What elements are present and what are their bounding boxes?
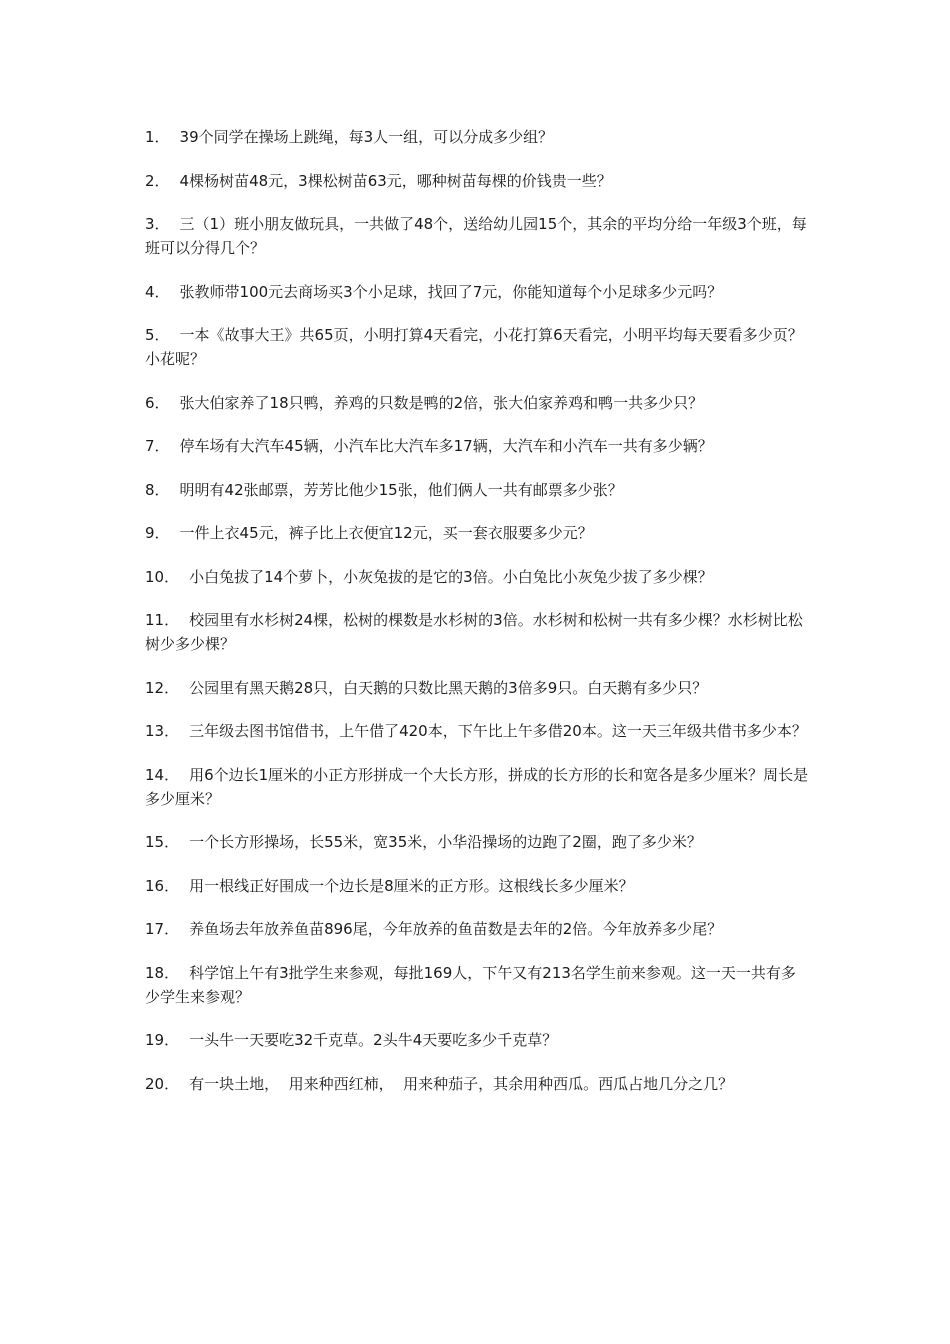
problem-text: 用6个边长1厘米的小正方形拼成一个大长方形，拼成的长方形的长和宽各是多少厘米？周长是多少厘米？: [145, 765, 809, 808]
problem-text: 一个长方形操场，长55米，宽35米，小华沿操场的边跑了2圈，跑了多少米？: [189, 833, 702, 851]
problem-item: [145, 763, 810, 811]
problem-item: [145, 1072, 810, 1096]
problem-item: [145, 676, 810, 700]
problem-text: 公园里有黑天鹅28只，白天鹅的只数比黑天鹅的3倍多9只。白天鹅有多少只？: [189, 678, 708, 697]
problem-list: [145, 125, 810, 1115]
problem-number: 20．: [145, 1074, 180, 1093]
problem-text: 用一根线正好围成一个边长是8厘米的正方形。这根线长多少厘米？: [189, 876, 634, 895]
problem-item: [145, 719, 810, 743]
problem-text: 三年级去图书馆借书，上午借了420本，下午比上午多借20本。这一天三年级共借书多少本？: [189, 722, 807, 740]
problem-text: 小白兔拔了14个萝卜，小灰兔拔的是它的3倍。小白兔比小灰兔少拔了多少棵？: [189, 567, 713, 586]
problem-item: [145, 169, 810, 193]
problem-item: [145, 125, 810, 149]
problem-item: [145, 280, 810, 304]
problem-number: 14．: [145, 765, 180, 784]
problem-item: [145, 391, 810, 415]
problem-item: [145, 1028, 810, 1052]
problem-number: 11．: [145, 611, 180, 629]
problem-item: [145, 323, 810, 371]
problem-item: [145, 874, 810, 898]
problem-text: 三（1）班小朋友做玩具，一共做了48个，送给幼儿园15个，其余的平均分给一年级3个班，每班可以分得几个？: [145, 215, 807, 257]
problem-text: 有一块土地， 用来种西红柿， 用来种茄子，其余用种西瓜。西瓜占地几分之几？: [189, 1074, 734, 1093]
problem-text: 校园里有水杉树24棵，松树的棵数是水杉树的3倍。水杉树和松树一共有多少棵？水杉树比松树少多少棵？: [145, 611, 803, 653]
problem-text: 停车场有大汽车45辆，小汽车比大汽车多17辆，大汽车和小汽车一共有多少辆？: [179, 437, 713, 455]
problem-number: 12．: [145, 678, 180, 697]
problem-number: 17．: [145, 920, 180, 938]
problem-item: [145, 961, 810, 1009]
problem-number: 9．: [145, 524, 170, 542]
problem-number: 18．: [145, 963, 180, 982]
problem-number: 15．: [145, 833, 180, 851]
problem-text: 4棵杨树苗48元，3棵松树苗63元，哪种树苗每棵的价钱贵一些？: [179, 171, 612, 190]
problem-item: [145, 565, 810, 589]
problem-number: 1．: [145, 128, 170, 146]
problem-number: 6．: [145, 393, 170, 412]
problem-item: [145, 212, 810, 260]
problem-text: 养鱼场去年放养鱼苗896尾，今年放养的鱼苗数是去年的2倍。今年放养多少尾？: [189, 920, 723, 938]
problem-item: [145, 917, 810, 941]
problem-number: 8．: [145, 480, 170, 499]
problem-item: [145, 521, 810, 545]
problem-text: 一件上衣45元，裤子比上衣便宜12元，买一套衣服要多少元？: [179, 524, 593, 542]
problem-text: 张大伯家养了18只鸭，养鸡的只数是鸭的2倍，张大伯家养鸡和鸭一共多少只？: [179, 393, 704, 412]
problem-number: 10．: [145, 567, 180, 586]
problem-number: 13．: [145, 722, 180, 740]
problem-item: [145, 478, 810, 502]
problem-text: 一本《故事大王》共65页，小明打算4天看完，小花打算6天看完，小明平均每天要看多少页？小花呢？: [145, 326, 803, 368]
problem-number: 2．: [145, 171, 170, 190]
problem-text: 科学馆上午有3批学生来参观，每批169人，下午又有213名学生前来参观。这一天一共有多少学生来参观？: [145, 963, 796, 1006]
problem-item: [145, 608, 810, 656]
problem-number: 16．: [145, 876, 180, 895]
problem-item: [145, 830, 810, 854]
problem-number: 19．: [145, 1031, 180, 1049]
problem-text: 张教师带100元去商场买3个小足球，找回了7元，你能知道每个小足球多少元吗？: [179, 282, 723, 301]
problem-text: 39个同学在操场上跳绳，每3人一组，可以分成多少组？: [179, 128, 554, 146]
problem-text: 一头牛一天要吃32千克草。2头牛4天要吃多少千克草？: [189, 1031, 558, 1049]
problem-text: 明明有42张邮票，芳芳比他少15张，他们俩人一共有邮票多少张？: [179, 480, 623, 499]
problem-number: 5．: [145, 326, 170, 344]
problem-number: 3．: [145, 215, 170, 233]
problem-item: [145, 434, 810, 458]
problem-number: 4．: [145, 282, 170, 301]
problem-number: 7．: [145, 437, 170, 455]
